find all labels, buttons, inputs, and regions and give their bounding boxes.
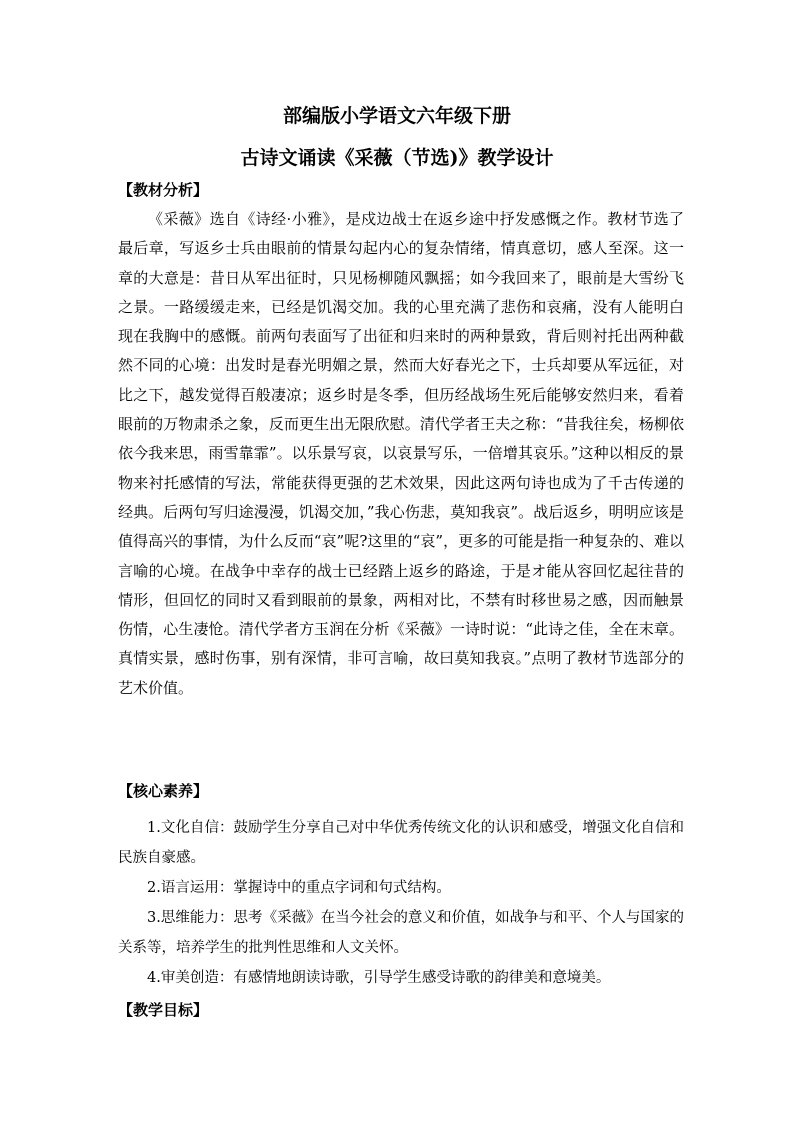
literacy-item-language: 2.语言运用：掌握诗中的重点字词和句式结构。 [147, 880, 451, 896]
analysis-paragraph: 《采薇》选自《诗经·小雅》，是戍边战士在返乡途中抒发感慨之作。教材节选了最后章，写返乡士兵由眼前的情景勾起内心的复杂情绪，情真意切，感人至深。这一章的大意是：昔日从军出征时，只见杨柳随风飘摇；如今我回来了，眼前是大雪纷飞之景。一路缓缓走来，已经是饥渴交加。我的心里充满了悲伤和哀痛，没有人能明白现在我胸中的感慨。前两句表面写了出征和归来时的两种景致，背后则衬托出两种截然不同的心境：出发时是春光明媚之景，然而大好春光之下，士兵却要从军远征，对比之下，越发觉得百般凄凉；返乡时是冬季，但历经战场生死后能够安然归来，看着眼前的万物肃杀之象，反而更生出无限欣慰。清代学者王夫之称：“昔我往矣，杨柳依依今我来思，雨雪靠霏”。以乐景写哀，以哀景写乐，一倍增其哀乐。”这种以相反的景物来衬托感情的写法，常能获得更强的艺术效果，因此这两句诗也成为了千古传递的经典。后两句写归途漫漫，饥渴交加，”我心伤悲，莫知我哀”。战后返乡，明明应该是值得高兴的事情，为什么反而“哀”呢?这里的“哀”，更多的可能是指一种复杂的、难以言喻的心境。在战争中幸存的战士已经踏上返乡的路途，于是オ能从容回忆起往昔的情形，但回忆的同时又看到眼前的景象，两相对比，不禁有时移世易之感，因而触景伤情，心生凄怆。清代学者方玉润在分析《采薇》一诗时说：“此诗之佳，全在末章。真情实景，感时伤事，别有深情，非可言喻，故曰莫知我哀。”点明了教材节选部分的艺术价值。 [118, 210, 684, 697]
section-heading-analysis: 【教材分析】 [118, 181, 209, 199]
literacy-item-aesthetic: 4.审美创造：有感情地朗读诗歌，引导学生感受诗歌的韵律美和意境美。 [147, 970, 611, 986]
document-subtitle: 古诗文诵读《采薇（节选)》教学设计 [240, 147, 554, 169]
literacy-item-culture: 1.文化自信：鼓励学生分享自己对中华优秀传统文化的认识和感受，增强文化自信和民族自豪感。 [118, 820, 684, 866]
document-title: 部编版小学语文六年级下册 [282, 105, 511, 127]
section-heading-literacy: 【核心素养】 [118, 782, 209, 800]
literacy-item-thinking: 3.思维能力：思考《采薇》在当今社会的意义和价值，如战争与和平、个人与国家的关系等，培养学生的批判性思维和人文关怀。 [118, 910, 684, 956]
section-heading-goals: 【教学目标】 [118, 1001, 209, 1019]
